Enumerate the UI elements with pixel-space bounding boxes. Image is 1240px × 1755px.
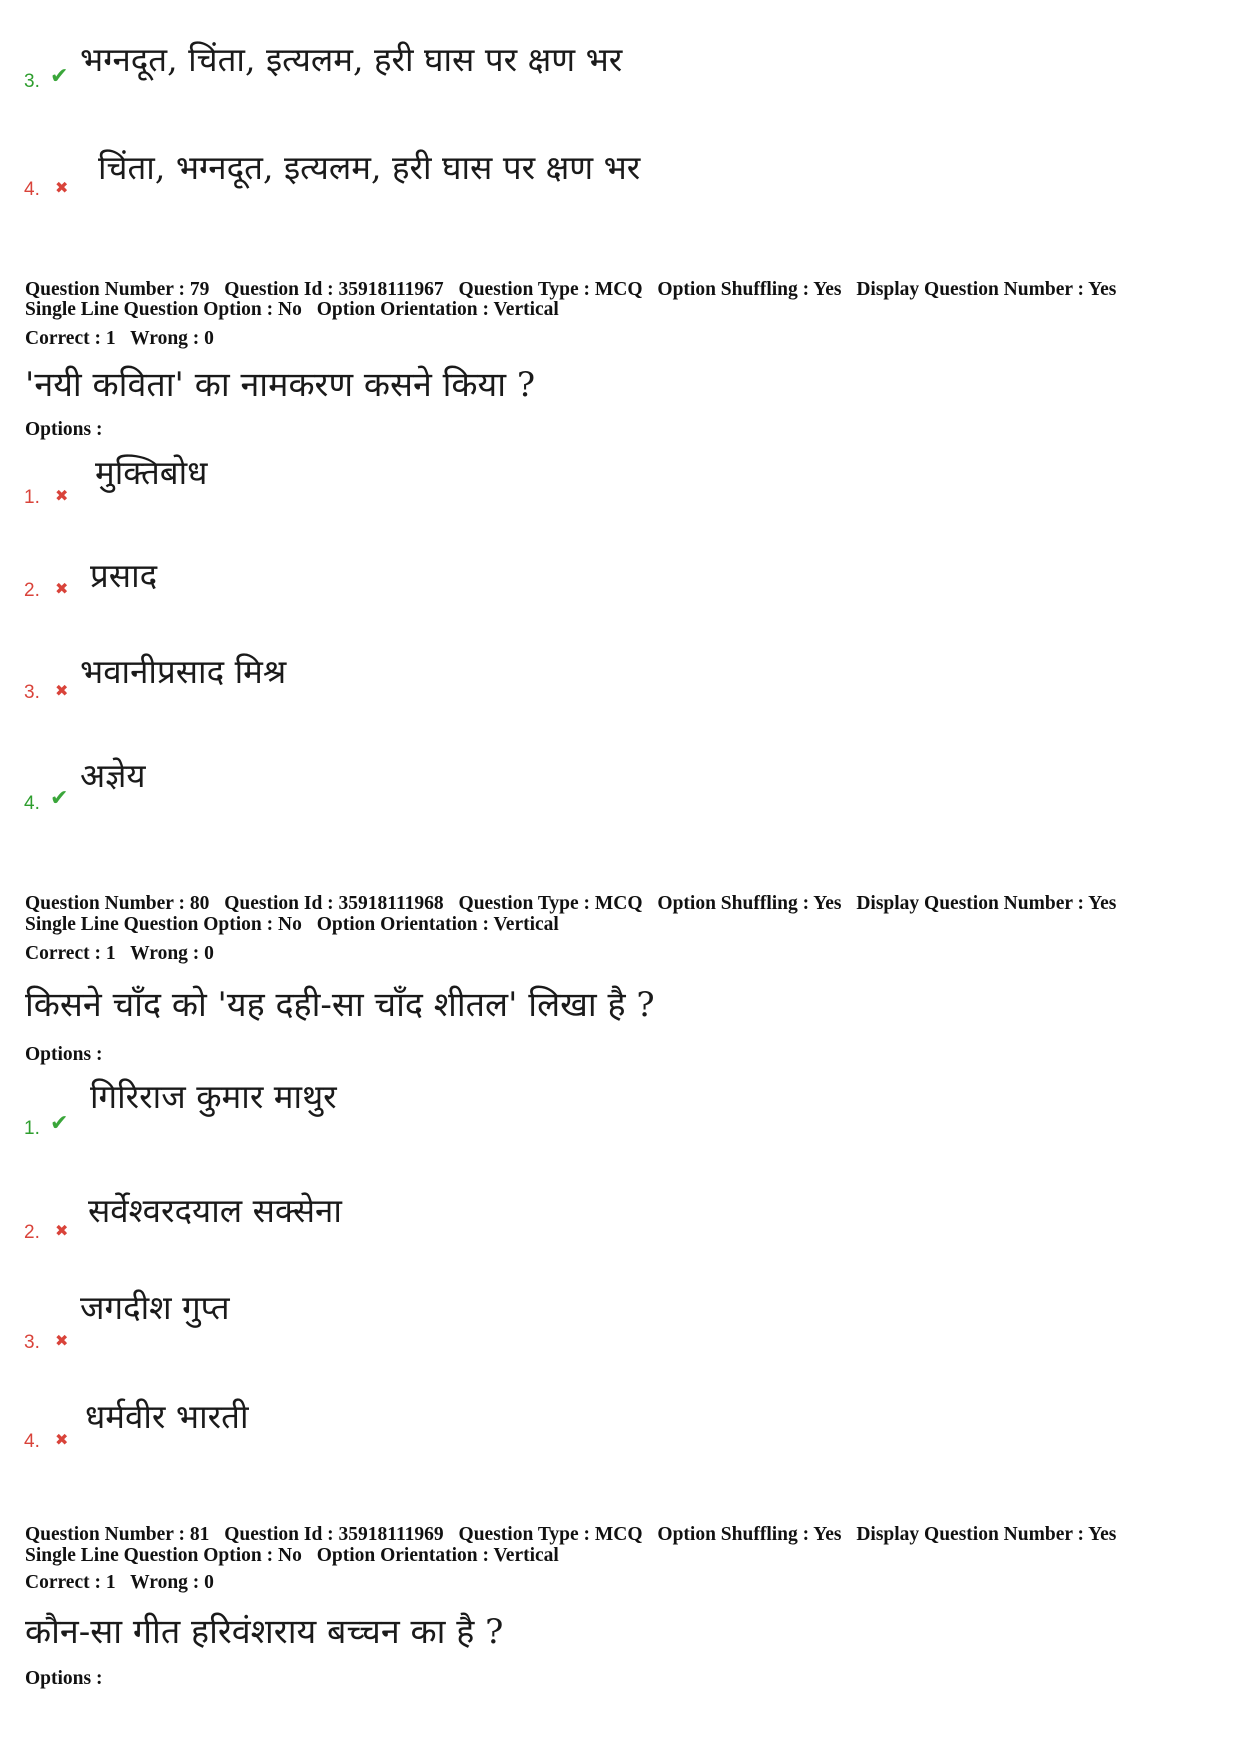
question-meta-line1 bbox=[25, 1524, 1126, 1545]
question-number: Question Number : 79 bbox=[25, 279, 210, 300]
single-line-option: Single Line Question Option : No bbox=[25, 1545, 302, 1566]
question-meta-line1 bbox=[25, 279, 1126, 300]
cross-mark-icon: ✖ bbox=[55, 1221, 69, 1240]
option-text: भवानीप्रसाद मिश्र bbox=[80, 652, 287, 691]
display-question-number: Display Question Number : Yes bbox=[856, 1524, 1117, 1545]
options-label: Options : bbox=[25, 1044, 103, 1065]
question-meta-line1 bbox=[25, 893, 1126, 914]
question-type: Question Type : MCQ bbox=[458, 1524, 643, 1545]
option-text: सर्वेश्वरदयाल सक्सेना bbox=[88, 1191, 342, 1230]
option-text: भग्नदूत, चिंता, इत्यलम, हरी घास पर क्षण भर bbox=[80, 40, 623, 79]
option-number: 2. bbox=[24, 1222, 40, 1243]
correct-marks: Correct : 1 bbox=[25, 328, 116, 349]
wrong-marks: Wrong : 0 bbox=[130, 1572, 214, 1593]
option-number: 3. bbox=[24, 1332, 40, 1353]
option-shuffling: Option Shuffling : Yes bbox=[657, 893, 842, 914]
option-number: 2. bbox=[24, 580, 40, 601]
question-meta-line2 bbox=[25, 1545, 569, 1566]
question-number: Question Number : 81 bbox=[25, 1524, 210, 1545]
option-number: 1. bbox=[24, 1118, 40, 1139]
question-text: कौन-सा गीत हरिवंशराय बच्चन का है ? bbox=[25, 1612, 504, 1652]
option-orientation: Option Orientation : Vertical bbox=[316, 299, 559, 320]
option-text: गिरिराज कुमार माथुर bbox=[90, 1077, 337, 1116]
question-type: Question Type : MCQ bbox=[458, 279, 643, 300]
wrong-marks: Wrong : 0 bbox=[130, 328, 214, 349]
wrong-marks: Wrong : 0 bbox=[130, 943, 214, 964]
marks-line bbox=[25, 1572, 224, 1593]
question-meta-line2 bbox=[25, 914, 569, 935]
cross-mark-icon: ✖ bbox=[55, 681, 69, 700]
option-number: 1. bbox=[24, 487, 40, 508]
options-label: Options : bbox=[25, 419, 103, 440]
question-text: किसने चाँद को 'यह दही-सा चाँद शीतल' लिखा है ? bbox=[25, 985, 655, 1025]
display-question-number: Display Question Number : Yes bbox=[856, 279, 1117, 300]
question-id: Question Id : 35918111968 bbox=[224, 893, 444, 914]
option-text: प्रसाद bbox=[90, 556, 158, 595]
option-number: 4. bbox=[24, 793, 40, 814]
marks-line bbox=[25, 943, 224, 964]
option-number: 4. bbox=[24, 1431, 40, 1452]
option-text: धर्मवीर भारती bbox=[85, 1397, 249, 1436]
option-number: 3. bbox=[24, 71, 40, 92]
single-line-option: Single Line Question Option : No bbox=[25, 299, 302, 320]
option-number: 3. bbox=[24, 682, 40, 703]
question-id: Question Id : 35918111969 bbox=[224, 1524, 444, 1545]
option-text: मुक्तिबोध bbox=[95, 453, 208, 492]
option-shuffling: Option Shuffling : Yes bbox=[657, 1524, 842, 1545]
options-label: Options : bbox=[25, 1668, 103, 1689]
question-meta-line2 bbox=[25, 299, 569, 320]
correct-marks: Correct : 1 bbox=[25, 1572, 116, 1593]
question-number: Question Number : 80 bbox=[25, 893, 210, 914]
cross-mark-icon: ✖ bbox=[55, 579, 69, 598]
display-question-number: Display Question Number : Yes bbox=[856, 893, 1117, 914]
question-type: Question Type : MCQ bbox=[458, 893, 643, 914]
cross-mark-icon: ✖ bbox=[55, 486, 69, 505]
check-mark-icon: ✔ bbox=[50, 1111, 69, 1136]
cross-mark-icon: ✖ bbox=[55, 1331, 69, 1350]
option-orientation: Option Orientation : Vertical bbox=[316, 914, 559, 935]
check-mark-icon: ✔ bbox=[50, 786, 69, 811]
check-mark-icon: ✔ bbox=[50, 64, 69, 89]
marks-line bbox=[25, 328, 224, 349]
cross-mark-icon: ✖ bbox=[55, 1430, 69, 1449]
cross-mark-icon: ✖ bbox=[55, 178, 69, 197]
option-shuffling: Option Shuffling : Yes bbox=[657, 279, 842, 300]
correct-marks: Correct : 1 bbox=[25, 943, 116, 964]
option-number: 4. bbox=[24, 179, 40, 200]
option-text: अज्ञेय bbox=[80, 756, 146, 795]
question-text: 'नयी कविता' का नामकरण कसने किया ? bbox=[25, 365, 536, 405]
single-line-option: Single Line Question Option : No bbox=[25, 914, 302, 935]
option-text: जगदीश गुप्त bbox=[80, 1288, 230, 1327]
option-orientation: Option Orientation : Vertical bbox=[316, 1545, 559, 1566]
question-id: Question Id : 35918111967 bbox=[224, 279, 444, 300]
option-text: चिंता, भग्नदूत, इत्यलम, हरी घास पर क्षण भर bbox=[98, 148, 641, 187]
